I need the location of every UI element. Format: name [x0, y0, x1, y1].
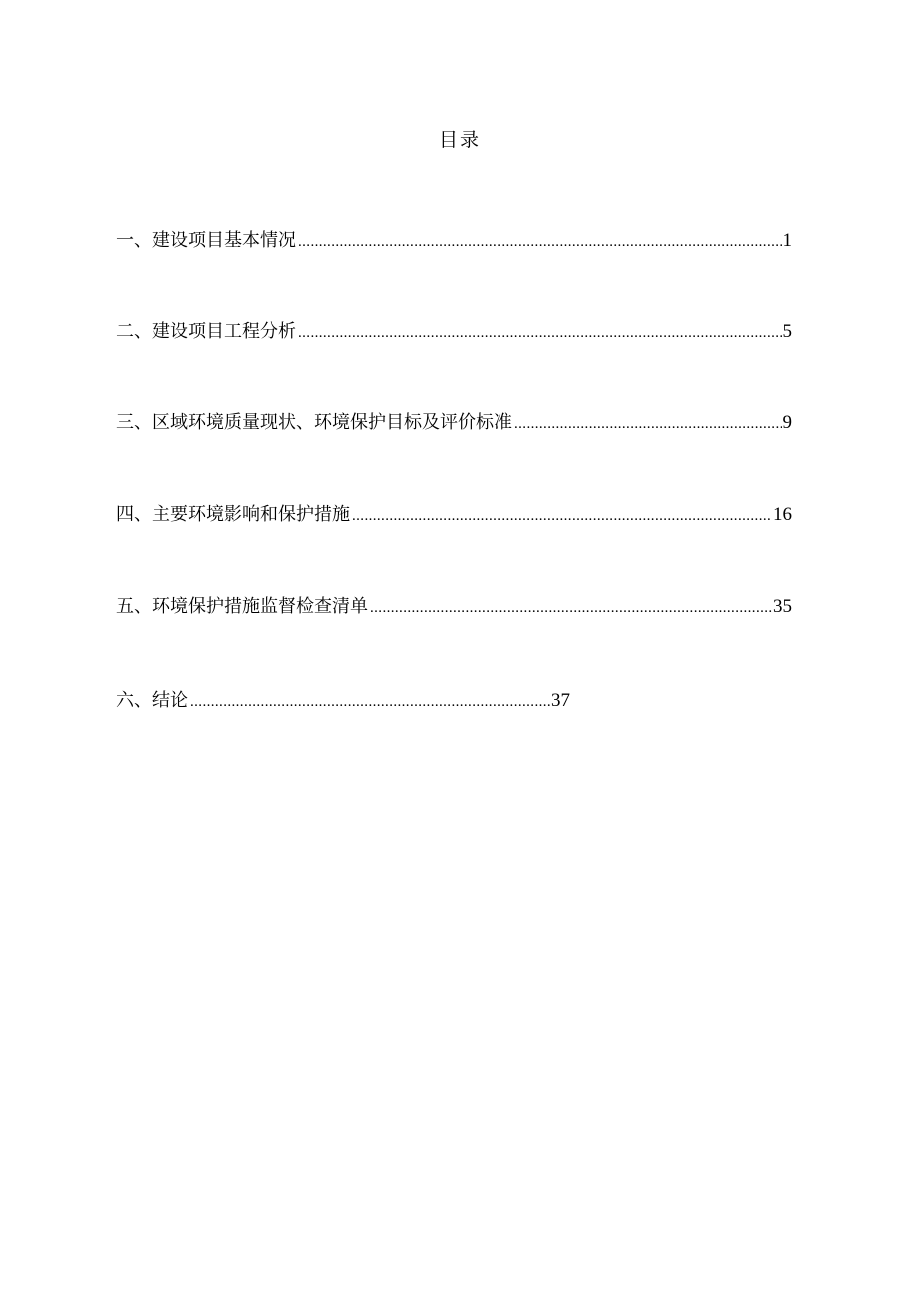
toc-dot-leader	[190, 689, 550, 714]
toc-entry	[116, 594, 792, 620]
toc-entry-label: 一、建设项目基本情况	[116, 230, 296, 251]
toc-entry-label: 六、结论	[116, 690, 188, 711]
toc-dot-leader	[514, 411, 782, 436]
toc-title: 目录	[438, 129, 481, 151]
toc-entry-page-number: 1	[782, 230, 792, 251]
toc-entry-label: 二、建设项目工程分析	[116, 321, 296, 342]
toc-entry	[116, 688, 570, 714]
toc-dot-leader	[370, 595, 772, 620]
toc-entry	[116, 319, 792, 345]
toc-entry	[116, 502, 792, 528]
toc-entry-page-number: 5	[782, 321, 792, 342]
toc-dot-leader	[352, 503, 772, 528]
toc-dot-leader	[298, 320, 782, 345]
toc-entry	[116, 228, 792, 254]
toc-dot-leader	[298, 229, 782, 254]
toc-entry-page-number: 35	[773, 596, 792, 617]
toc-entry-label: 四、主要环境影响和保护措施	[116, 504, 350, 525]
toc-entry-page-number: 9	[782, 412, 792, 433]
toc-entry-label: 五、环境保护措施监督检查清单	[116, 596, 368, 617]
toc-entry-page-number: 37	[551, 690, 570, 711]
toc-entry-page-number: 16	[773, 504, 792, 525]
toc-entry-label: 三、区域环境质量现状、环境保护目标及评价标准	[116, 412, 512, 433]
toc-entry	[116, 410, 792, 436]
